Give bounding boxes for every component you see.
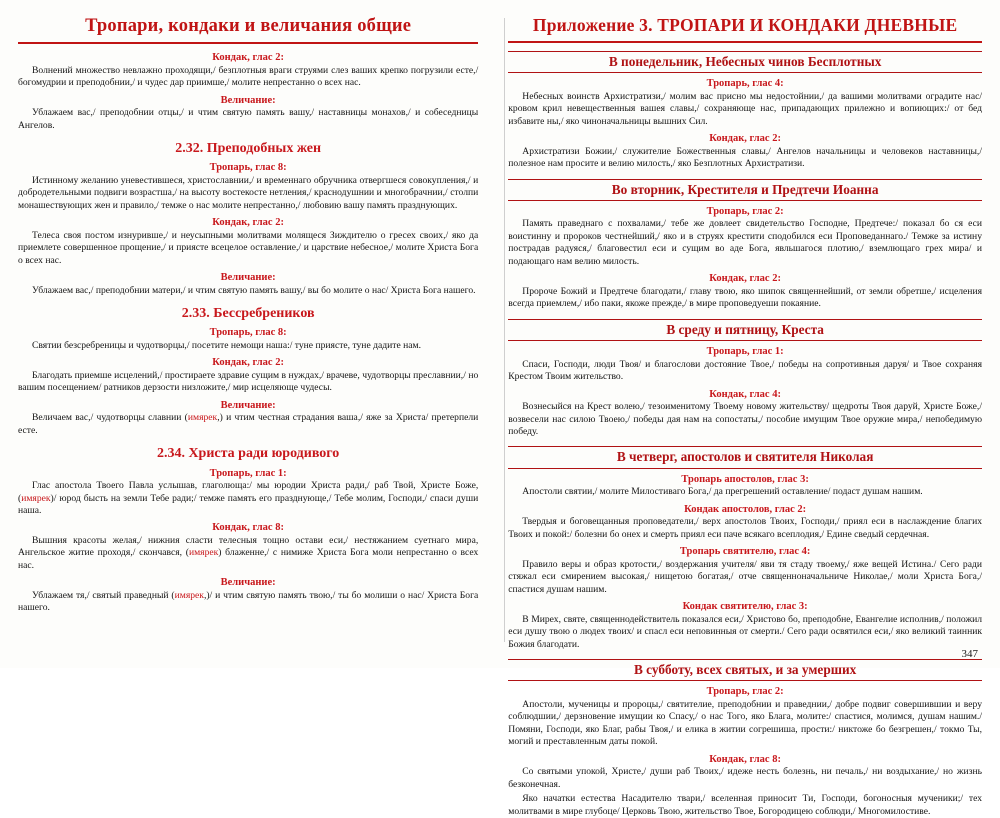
imyarek-placeholder: имярек — [188, 547, 219, 559]
paragraph: Яко начатки естества Насадителю твари,/ вселенная приносит Ти, Господи, богоносныя мученики;/ тех молитвами в мире глубоце/ Церковь Твою, жительство Твое, Богородицею соблюди,/ Многомилостиве. — [508, 793, 982, 817]
chant-label: Тропарь, глас 8: — [209, 162, 287, 174]
left-column — [18, 14, 492, 658]
section-heading: 2.34. Христа ради юродивого — [156, 446, 340, 462]
chant-label: Кондак апостолов, глас 2: — [684, 503, 807, 515]
chant-label: Кондак, глас 2: — [212, 217, 284, 229]
paragraph: Спаси, Господи, люди Твоя/ и благослови достояние Твое,/ победы на сопротивныя даруя/ и Твое сохраняя Крестом Твоим жительство. — [508, 358, 982, 383]
chant-label: Тропарь, глас 2: — [706, 686, 784, 698]
chant-label: Величание: — [220, 399, 276, 411]
chant-label: Кондак, глас 2: — [709, 273, 781, 285]
paragraph: Апостоли святии,/ молите Милостиваго Бога,/ да прегрешений оставление/ подаст душам нашим. — [522, 486, 923, 498]
day-heading: В четверг, апостолов и святителя Николая — [508, 446, 982, 468]
chant-label: Тропарь, глас 8: — [209, 327, 287, 339]
paragraph: Небесных воинств Архистратизи,/ молим вас присно мы недостойнии,/ да вашими молитвами оградите нас/ кровом крил невещественныя вашея славы,/ сохраняюще нас, припадающих прилежно и вопиющих:/ от бед избавите ны,/ яко чиноначальницы вышних Сил. — [508, 90, 982, 127]
paragraph: Истинному желанию уневестившеся, христославнии,/ и временнаго обручника отвергшеся совокупления,/ и добродетельными подвиги возрастша,/ на высоту востекосте нетления,/ краснодушнии и многобрачнии,/ столпи монашествующих жен и правило,/ темже о нас молите непрестанно,/ любовию вашу память празднующих. — [18, 174, 479, 211]
chant-label: Кондак, глас 2: — [212, 357, 284, 369]
paragraph: Телеса своя постом изнуривше,/ и неусыпными молитвами молящеся Зиждителю о гресех своих,/ яко да приемлете совершенное прощение,/ и приясте всецелое оставление,/ и царствие небесное,/ молите Христа Бога о всех нас. — [18, 229, 479, 266]
section-heading: 2.33. Бессребреников — [181, 306, 315, 322]
paragraph: Пророче Божий и Предтече благодати,/ главу твою, яко шипок священнейший, от земли обретше,/ исцеления всегда приемлем,/ ибо паки, якоже прежде,/ в мире проповедуеши покаяние. — [508, 285, 982, 310]
left-column-body — [18, 52, 478, 615]
chant-label: Кондак, глас 2: — [212, 52, 284, 64]
paragraph: Благодать приемше исцелений,/ простираете здравие сущим в нуждах,/ врачеве, чудотворцы преславнии,/ но вашим посещением/ ратников дерзости низложите,/ мир исцеляюще чудесы. — [18, 369, 479, 394]
section-heading: 2.32. Преподобных жен — [175, 141, 322, 157]
paragraph: Твердыя и боговещанныя проповедатели,/ верх апостолов Твоих, Господи,/ приял еси в наслаждение благих Твоих и покой:/ болезни бо онех и смерть приял еси паче всякаго всеплодия,/ Едине сведый сердечная. — [508, 516, 982, 540]
paragraph: Волнений множество невлажно проходящи,/ безплотныя враги струями слез ваших крепко погрузили есте,/ богомудрии и преподобнии,/ и чудес дар приимше,/ молите непрестанно о всех нас. — [18, 64, 479, 89]
paragraph: Святии безсребреницы и чудотворцы,/ посетите немощи наша:/ туне приясте, туне дадите нам. — [32, 339, 421, 351]
chant-label: Кондак святителю, глас 3: — [682, 601, 808, 613]
paragraph: Ублажаем вас,/ преподобнии отцы,/ и чтим святую память вашу,/ наставницы монахов,/ и собеседницы Ангелов. — [18, 107, 479, 131]
paragraph: Величаем вас,/ чудотворцы славнии (имярек,) и чтим честная страдания ваша,/ яже за Христа/ претерпели есте. — [18, 412, 479, 436]
left-title-rule — [18, 42, 478, 44]
day-heading: Во вторник, Крестителя и Предтечи Иоанна — [508, 179, 982, 201]
imyarek-placeholder: имярек — [174, 589, 204, 601]
imyarek-placeholder: имярек — [21, 492, 51, 504]
chant-label: Величание: — [220, 577, 276, 589]
chant-label: Тропарь, глас 2: — [706, 205, 784, 217]
paragraph: Архистратизи Божии,/ служителие Божественныя славы,/ Ангелов начальницы и человеков наставницы,/ полезное нам просите и велию милость,/ яко Безплотных Архистратизи. — [508, 145, 982, 170]
chant-label: Тропарь, глас 1: — [209, 467, 287, 479]
imyarek-placeholder: имярек — [187, 412, 218, 424]
paragraph: В Мирех, святе, священнодействитель показался еси,/ Христово бо, преподобне, Евангелие исполнив,/ положил еси душу твою о людех твоих/ и спасл еси неповинныя от смерти./ Сего ради освятился еси,/ яко великий таинник Божия благодати. — [508, 613, 982, 650]
chant-label: Кондак, глас 8: — [212, 522, 284, 534]
day-heading: В среду и пятницу, Креста — [508, 319, 982, 341]
day-heading: В понедельник, Небесных чинов Бесплотных — [508, 51, 982, 73]
chant-label: Кондак, глас 8: — [709, 753, 781, 765]
paragraph: Правило веры и образ кротости,/ воздержания учителя/ яви тя стаду твоему,/ яже вещей Истина./ Сего ради стяжал еси смирением высокая,/ нищетою богатая,/ отче священноначальниче Николае,/ моли Христа Бога,/ спастися душам нашим. — [508, 558, 982, 595]
chant-label: Тропарь апостолов, глас 3: — [681, 473, 809, 485]
right-column — [492, 14, 982, 817]
chant-label: Кондак, глас 4: — [709, 388, 781, 400]
chant-label: Величание: — [220, 94, 276, 106]
paragraph: Ублажаем вас,/ преподобнии матери,/ и чтим святую память вашу,/ вы бо молите о нас/ Христа Бога нашего. — [32, 284, 476, 296]
paragraph: Со святыми упокой, Христе,/ души раб Твоих,/ идеже несть болезнь, ни печаль,/ ни воздыхание,/ но жизнь безконечная. — [508, 766, 982, 790]
chant-label: Тропарь святителю, глас 4: — [679, 546, 811, 558]
chant-label: Величание: — [220, 272, 276, 284]
paragraph: Вышния красоты желая,/ нижния сласти телесныя тощно остави еси,/ нестяжанием суетнаго мира, Ангельское житие проходя,/ скончався, (имярек) блаженне,/ с нимиже Христа Бога моли непрестанно о всех нас. — [18, 535, 479, 571]
page-number: 347 — [961, 648, 978, 660]
right-column-title: Приложение 3. ТРОПАРИ И КОНДАКИ ДНЕВНЫЕ — [532, 15, 958, 35]
chant-label: Кондак, глас 2: — [709, 133, 781, 145]
left-column-title: Тропари, кондаки и величания общие — [85, 16, 412, 36]
paragraph: Глас апостола Твоего Павла услышав, глаголюща:/ мы юродии Христа ради,/ раб Твой, Христе Боже, (имярек)/ юрод бысть на земли Тебе ради;/ темже память его празднующе,/ Тебе молим, Господи,/ спаси души наша. — [18, 480, 479, 516]
paragraph: Вознесыйся на Крест волею,/ тезоименитому Твоему новому жительству/ щедроты Твоя даруй, Христе Боже,/ возвесели нас силою Твоею,/ победы дая нам на сопостаты,/ пособие имущим Твое оружие мира,/ непобедимую победу. — [508, 401, 982, 437]
chant-label: Тропарь, глас 1: — [706, 346, 784, 358]
day-heading: В субботу, всех святых, и за умерших — [508, 659, 982, 681]
right-title-rule — [508, 41, 982, 43]
right-column-body — [508, 51, 982, 818]
column-divider — [504, 18, 505, 642]
chant-label: Тропарь, глас 4: — [706, 78, 784, 90]
paragraph: Ублажаем тя,/ святый праведный (имярек,)/ и чтим святую память твою,/ ты бо молиши о нас/ Христа Бога нашего. — [18, 589, 479, 614]
paragraph: Апостоли, мученицы и пророцы,/ святителие, преподобнии и праведнии,/ добре подвиг совершившии и веру соблюдшии,/ дерзновение имущии ко Спасу,/ о нас Того, яко Блага, молите:/ спастися, молимся, душам нашим./ Помяни, Господи, яко Благ, рабы Твоя,/ и елика в житии согрешиша, прости:/ никтоже бо безгрешен,/ токмо Ты, могий и преставленным даты покой. — [508, 698, 982, 748]
paragraph: Память праведнаго с похвалами,/ тебе же довлеет свидетельство Господне, Предтече:/ показал бо ся еси воистинну и пророков честнейший,/ яко и в струях крестити сподобился еси Проповеданнаго./ Темже за истину пострадав радуяся,/ благовестил еси и сущим во аде Бога, явльшагося плотию,/ вземлющаго грех мира/ и подающаго нам велию милость. — [508, 218, 982, 267]
